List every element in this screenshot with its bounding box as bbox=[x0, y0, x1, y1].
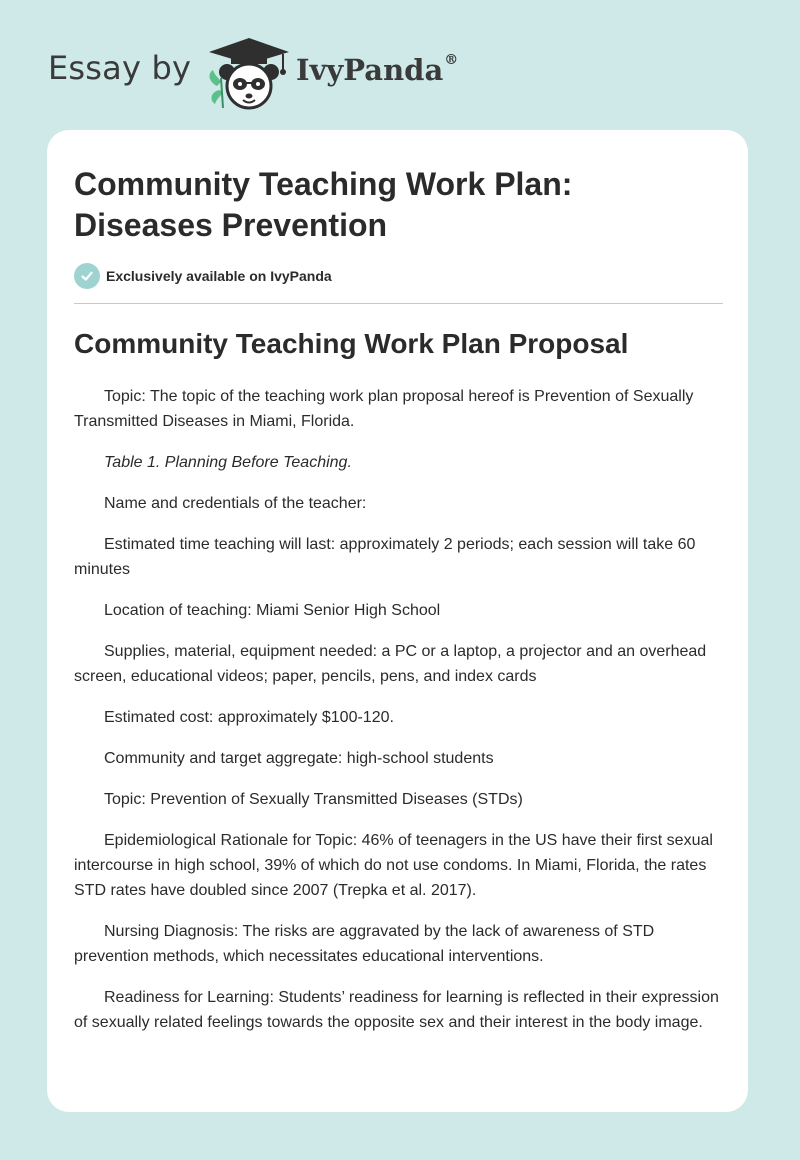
panda-graduate-icon[interactable] bbox=[203, 34, 295, 114]
paragraph: Topic: Prevention of Sexually Transmitted Diseases (STDs) bbox=[104, 791, 523, 808]
brand-text: IvyPanda bbox=[296, 53, 444, 87]
paragraph: Epidemiological Rationale for Topic: 46% of teenagers in the US have their first sexual intercourse in high school, 39% of which do not use condoms. In Miami, Florida, the rates STD rates have doubled since 2007 (Trepka et al. 2017). bbox=[74, 832, 713, 899]
article-body bbox=[74, 384, 724, 1051]
paragraph: Location of teaching: Miami Senior High School bbox=[104, 602, 441, 619]
paragraph: Community and target aggregate: high-school students bbox=[104, 750, 494, 767]
paragraph: Nursing Diagnosis: The risks are aggravated by the lack of awareness of STD prevention methods, which necessitates educational interventions. bbox=[74, 923, 655, 965]
panda-logo-svg bbox=[203, 34, 295, 114]
registered-mark: ® bbox=[444, 52, 459, 68]
paragraph: Topic: The topic of the teaching work plan proposal hereof is Prevention of Sexually Transmitted Diseases in Miami, Florida. bbox=[74, 388, 694, 430]
essay-card bbox=[47, 130, 748, 1112]
paragraph: Supplies, material, equipment needed: a PC or a laptop, a projector and an overhead screen, educational videos; paper, pencils, pens, and index cards bbox=[74, 643, 707, 685]
exclusive-label: Exclusively available on IvyPanda bbox=[106, 268, 332, 284]
section-heading: Community Teaching Work Plan Proposal bbox=[74, 328, 629, 359]
brand-name[interactable] bbox=[296, 52, 459, 87]
check-icon bbox=[74, 263, 100, 289]
divider bbox=[74, 303, 723, 304]
paragraph: Readiness for Learning: Students’ readiness for learning is reflected in their expression of sexually related feelings towards the opposite sex and their interest in the body image. bbox=[74, 989, 719, 1031]
paragraph: Estimated cost: approximately $100-120. bbox=[104, 709, 394, 726]
exclusive-badge bbox=[74, 263, 332, 289]
site-header bbox=[48, 34, 548, 114]
paragraph: Estimated time teaching will last: approximately 2 periods; each session will take 60 minutes bbox=[74, 536, 696, 578]
paragraph: Name and credentials of the teacher: bbox=[104, 495, 367, 512]
page-title: Community Teaching Work Plan: Diseases Prevention bbox=[74, 166, 573, 243]
table-caption: Table 1. Planning Before Teaching. bbox=[104, 454, 352, 471]
essay-by-label: Essay by bbox=[48, 49, 192, 87]
